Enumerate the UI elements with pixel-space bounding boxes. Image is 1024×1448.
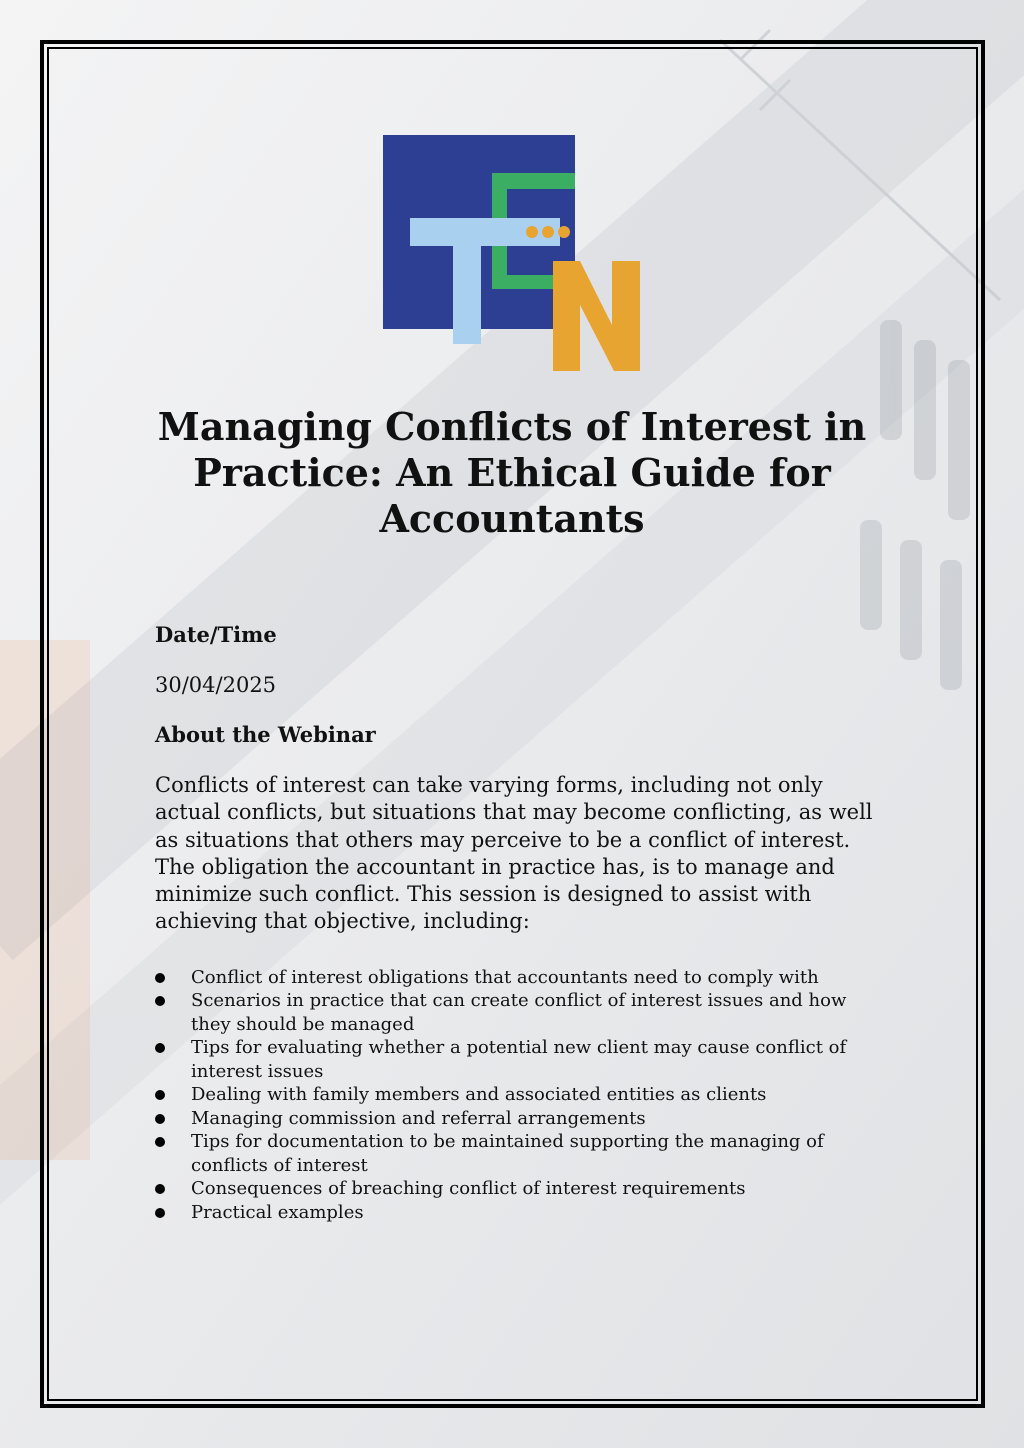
list-item [155, 1201, 875, 1225]
bullet-icon [155, 1090, 165, 1100]
list-item [155, 1130, 875, 1177]
ten-logo [383, 135, 643, 371]
bullet-icon [155, 1043, 165, 1053]
date-value: 30/04/2025 [155, 673, 277, 697]
list-item-text: Scenarios in practice that can create conflict of interest issues and how they should be managed [191, 990, 847, 1035]
list-item-text: Conflict of interest obligations that accountants need to comply with [191, 966, 819, 988]
list-item [155, 966, 875, 990]
bullet-icon [155, 1114, 165, 1124]
list-item-text: Managing commission and referral arrangements [191, 1107, 646, 1129]
bullet-icon [155, 1184, 165, 1194]
intro-paragraph: Conflicts of interest can take varying forms, including not only actual conflicts, but situations that may become conflicting, as well as situations that others may perceive to be a conflict of interest. The obligation the accountant in practice has, is to manage and minimize such conflict. This session is designed to assist with achieving that objective, including: [155, 773, 873, 934]
topics-list [155, 966, 875, 1225]
list-item [155, 1036, 875, 1083]
bullet-icon [155, 1137, 165, 1147]
bullet-icon [155, 996, 165, 1006]
date-label: Date/Time [155, 622, 277, 647]
list-item-text: Practical examples [191, 1201, 364, 1223]
list-item [155, 1107, 875, 1131]
bullet-icon [155, 973, 165, 983]
document-title: Managing Conflicts of Interest in Practice: An Ethical Guide for Accountants [157, 404, 867, 541]
bullet-icon [155, 1208, 165, 1218]
list-item-text: Consequences of breaching conflict of interest requirements [191, 1178, 746, 1200]
list-item-text: Tips for evaluating whether a potential new client may cause conflict of interest issues [191, 1037, 847, 1082]
list-item-text: Tips for documentation to be maintained supporting the managing of conflicts of interest [191, 1131, 824, 1176]
list-item [155, 1177, 875, 1201]
content [155, 620, 875, 1224]
about-label: About the Webinar [155, 722, 376, 747]
list-item-text: Dealing with family members and associated entities as clients [191, 1084, 767, 1106]
list-item [155, 989, 875, 1036]
list-item [155, 1083, 875, 1107]
